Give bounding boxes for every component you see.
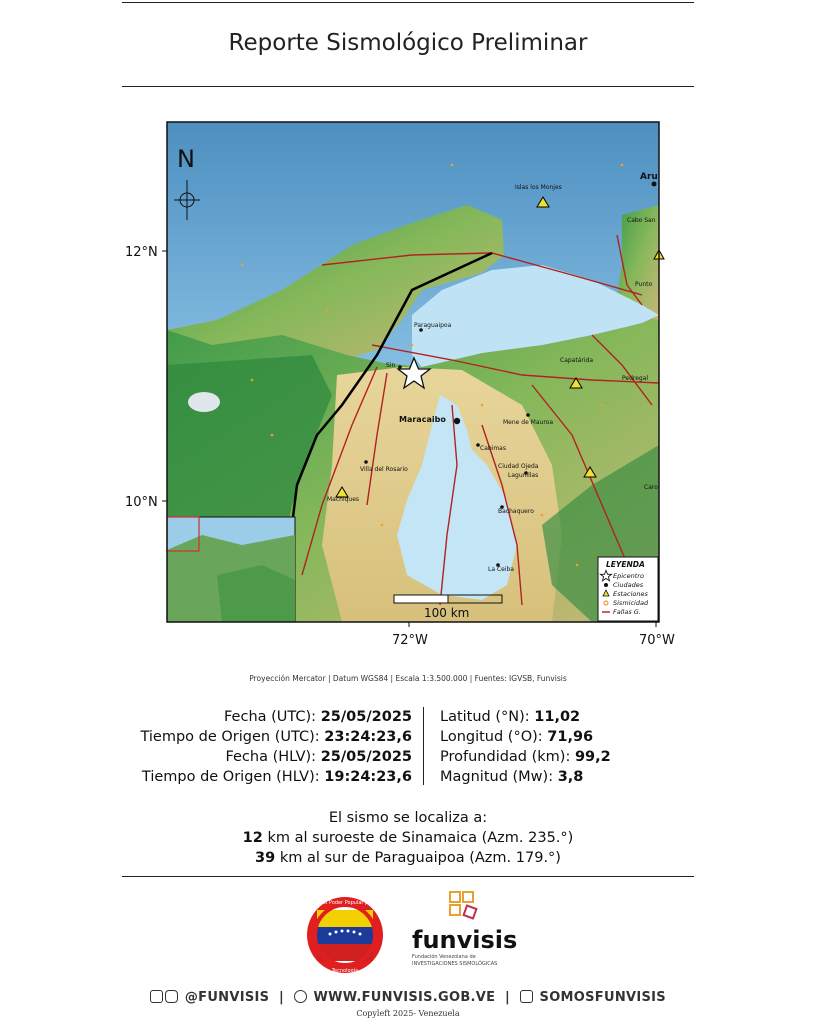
lat-label: 10°N [125, 495, 158, 510]
legend-title: LEYENDA [606, 560, 645, 569]
city-label: Bachaquero [498, 508, 534, 515]
info-row [440, 707, 611, 727]
event-time-block [122, 707, 412, 787]
svg-text:Tecnología: Tecnología [331, 968, 359, 974]
info-label: Tiempo de Origen (UTC): [140, 729, 320, 745]
funvisis-logo [412, 892, 517, 967]
seismic-map [122, 105, 682, 660]
svg-text:Fundación Venezolana de: Fundación Venezolana de [412, 954, 476, 960]
svg-text:funvisis: funvisis [412, 926, 518, 954]
top-rule [122, 2, 694, 3]
location-line [122, 828, 694, 848]
city-label: La Ceiba [488, 566, 514, 573]
website-link[interactable]: WWW.FUNVISIS.GOB.VE [313, 990, 496, 1005]
location-km: 12 [242, 830, 263, 846]
city-label: Cabimas [480, 445, 506, 452]
info-value: 71,96 [547, 729, 594, 745]
info-value: 19:24:23,6 [324, 769, 412, 785]
legend-item: Fallas G. [613, 608, 641, 616]
info-value: 25/05/2025 [320, 749, 412, 765]
info-row [122, 767, 412, 787]
location-text: km al suroeste de Sinamaica (Azm. 235.°) [267, 830, 574, 846]
info-value: 23:24:23,6 [324, 729, 412, 745]
info-value: 25/05/2025 [320, 709, 412, 725]
city-label: Mene de Mauroa [503, 419, 554, 426]
info-label: Latitud (°N): [440, 709, 530, 725]
city-label: Aru [640, 172, 658, 182]
map-caption: Proyección Mercator | Datum WGS84 | Escala 1:3.500.000 | Fuentes: IGVSB, Funvisis [249, 674, 567, 683]
info-value: 3,8 [557, 769, 584, 785]
page-title: Reporte Sismológico Preliminar [228, 30, 588, 56]
city-label: Capatárida [560, 357, 593, 364]
info-value: 99,2 [574, 749, 611, 765]
map-legend [598, 557, 658, 621]
ministry-seal-logo [294, 897, 397, 974]
info-divider [423, 707, 424, 785]
info-value: 11,02 [534, 709, 581, 725]
legend-item: Ciudades [613, 581, 644, 589]
svg-text:INVESTIGACIONES SISMOLÓGICAS: INVESTIGACIONES SISMOLÓGICAS [412, 961, 498, 967]
north-label: N [177, 145, 195, 173]
city-label: Cabo San [627, 217, 656, 224]
legend-item: Estaciones [613, 590, 648, 598]
info-label: Magnitud (Mw): [440, 769, 554, 785]
info-row [440, 727, 611, 747]
footer-rule [122, 876, 694, 877]
lon-label: 70°W [639, 633, 675, 648]
legend-item: Sismicidad [613, 599, 649, 607]
info-row [122, 727, 412, 747]
legend-item: Epicentro [613, 572, 644, 580]
city-label: Caro [644, 484, 658, 491]
city-label: Machiques [327, 496, 360, 503]
info-label: Fecha (UTC): [224, 709, 317, 725]
scale-label: 100 km [424, 606, 470, 620]
social-links: @FUNVISIS | WWW.FUNVISIS.GOB.VE | SOMOSFUNVISIS [122, 990, 694, 1005]
footer-logos [293, 890, 540, 974]
info-label: Longitud (°O): [440, 729, 543, 745]
x-icon[interactable] [150, 990, 163, 1003]
youtube-icon [520, 990, 533, 1003]
info-row [440, 747, 611, 767]
youtube-link[interactable]: SOMOSFUNVISIS [539, 990, 666, 1005]
location-km: 39 [255, 850, 276, 866]
info-label: Fecha (HLV): [225, 749, 317, 765]
copyleft: Copyleft 2025- Venezuela [356, 1009, 460, 1018]
title-rule [122, 86, 694, 87]
snow-peak [188, 392, 220, 412]
city-label: Pedregal [622, 375, 649, 382]
city-label: Maracaibo [399, 415, 446, 424]
social-handle[interactable]: @FUNVISIS [184, 990, 270, 1005]
location-text: km al sur de Paraguaipoa (Azm. 179.°) [279, 850, 561, 866]
instagram-icon[interactable] [165, 990, 178, 1003]
city-label: Punto [635, 281, 653, 288]
info-label: Tiempo de Origen (HLV): [141, 769, 320, 785]
lat-label: 12°N [125, 245, 158, 260]
info-label: Profundidad (km): [440, 749, 571, 765]
city-label: Sin [386, 362, 396, 369]
location-block [122, 808, 694, 868]
web-icon [294, 990, 307, 1003]
city-label: Paraguaipoa [414, 322, 452, 329]
city-label: Villa del Rosario [360, 466, 408, 473]
info-row [440, 767, 611, 787]
event-params-block [440, 707, 611, 787]
city-label: Ciudad Ojeda [498, 463, 539, 470]
legend-city-icon [604, 583, 608, 587]
lon-label: 72°W [392, 633, 428, 648]
location-intro: El sismo se localiza a: [328, 810, 488, 826]
city-label: Islas los Monjes [515, 184, 562, 191]
info-row [122, 747, 412, 767]
info-row [122, 707, 412, 727]
svg-text:Ministerio del Poder Popular p: Ministerio del Poder Popular para Ciencia [293, 900, 397, 906]
city-label: Lagunillas [508, 472, 539, 479]
inset-map [167, 517, 295, 622]
location-line [122, 848, 694, 868]
